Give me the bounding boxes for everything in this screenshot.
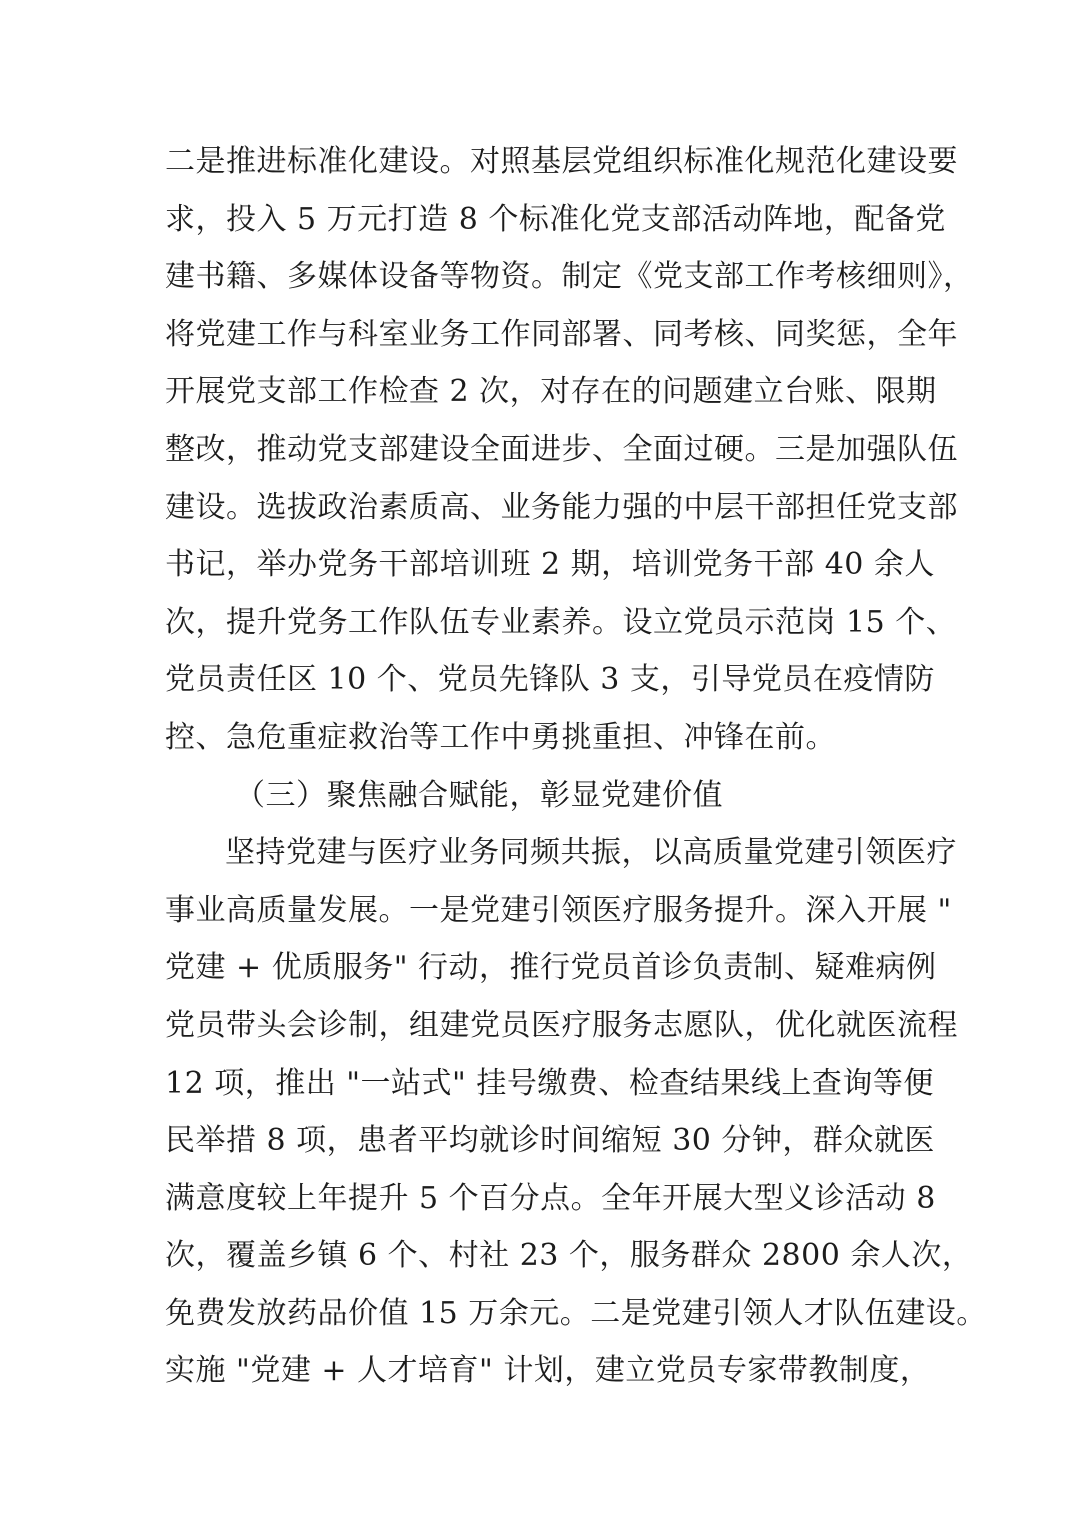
text-line: 求，投入 5 万元打造 8 个标准化党支部活动阵地，配备党 [165,201,946,237]
paragraph-first-line: 坚持党建与医疗业务同频共振，以高质量党建引领医疗 [225,835,957,871]
text-line: 建设。选拔政治素质高、业务能力强的中层干部担任党支部 [165,489,958,525]
text-line: 满意度较上年提升 5 个百分点。全年开展大型义诊活动 8 [165,1180,936,1216]
text-line: 事业高质量发展。一是党建引领医疗服务提升。深入开展 " [165,892,952,928]
text-line: 12 项，推出 "一站式" 挂号缴费、检查结果线上查询等便 [165,1065,934,1101]
text-line: 建书籍、多媒体设备等物资。制定《党支部工作考核细则》， [165,259,974,295]
text-line: 二是推进标准化建设。对照基层党组织标准化规范化建设要 [165,144,958,179]
text-line: 党建 + 优质服务" 行动，推行党员首诊负责制、疑难病例 [165,950,937,986]
text-line: 次，覆盖乡镇 6 个、村社 23 个，服务群众 2800 余人次， [165,1238,973,1274]
text-line: 控、急危重症救治等工作中勇挑重担、冲锋在前。 [165,719,836,755]
text-line: 书记，举办党务干部培训班 2 期，培训党务干部 40 余人 [165,547,935,583]
section-heading: （三）聚焦融合赋能，彰显党建价值 [235,777,723,813]
text-line: 民举措 8 项，患者平均就诊时间缩短 30 分钟，群众就医 [165,1123,935,1159]
document-body [165,133,987,1400]
text-line: 次，提升党务工作队伍专业素养。设立党员示范岗 15 个、 [165,604,957,640]
text-line: 实施 "党建 + 人才培育" 计划，建立党员专家带教制度， [165,1353,931,1389]
text-line: 党员责任区 10 个、党员先锋队 3 支，引导党员在疫情防 [165,662,935,698]
text-line: 开展党支部工作检查 2 次，对存在的问题建立台账、限期 [165,374,937,410]
text-line: 整改，推动党支部建设全面进步、全面过硬。三是加强队伍 [165,431,958,467]
text-line: 免费发放药品价值 15 万余元。二是党建引领人才队伍建设。 [165,1295,987,1331]
text-line: 党员带头会诊制，组建党员医疗服务志愿队，优化就医流程 [165,1007,958,1043]
text-line: 将党建工作与科室业务工作同部署、同考核、同奖惩，全年 [165,316,958,352]
